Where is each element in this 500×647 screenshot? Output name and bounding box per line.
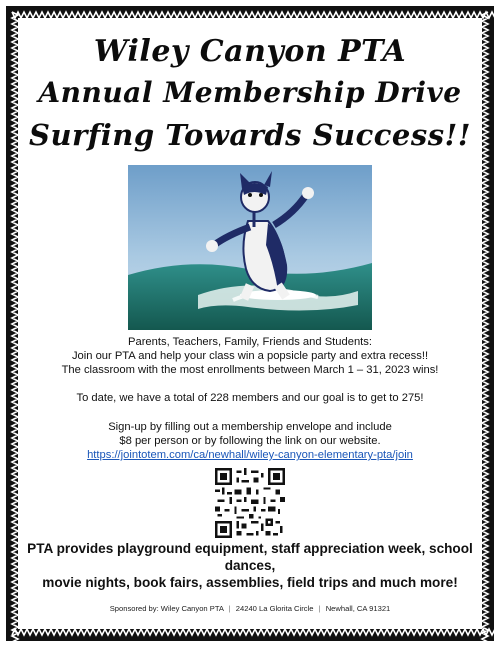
flyer-title-school-pta: Wiley Canyon PTA xyxy=(93,34,407,69)
footer-city: Newhall, CA 91321 xyxy=(325,604,391,613)
flyer-content xyxy=(22,22,478,625)
flyer-title-membership-drive: Annual Membership Drive xyxy=(38,76,462,109)
contest-line: The classroom with the most enrollments between March 1 – 31, 2023 wins! xyxy=(61,364,439,376)
pta-provides-paragraph xyxy=(22,540,478,591)
audience-line: Parents, Teachers, Family, Friends and Students: xyxy=(128,336,372,348)
intro-paragraph xyxy=(22,335,478,377)
signup-line-1: Sign-up by filling out a membership envelope and include xyxy=(108,421,392,433)
pta-provides-line-2: movie nights, book fairs, assemblies, field trips and much more! xyxy=(42,575,458,590)
flyer-title-slogan: Surfing Towards Success!! xyxy=(29,118,471,152)
join-line: Join our PTA and help your class win a popsicle party and extra recess!! xyxy=(71,350,429,362)
mascot-surfing-photo xyxy=(128,165,372,330)
pta-provides-line-1: PTA provides playground equipment, staff appreciation week, school dances, xyxy=(27,541,473,573)
membership-join-link[interactable]: https://jointotem.com/ca/newhall/wiley-canyon-elementary-pta/join xyxy=(87,449,413,461)
footer-separator: | xyxy=(318,604,321,613)
signup-line-2: $8 per person or by following the link on our website. xyxy=(119,435,381,447)
signup-paragraph xyxy=(22,420,478,462)
footer-sponsor: Sponsored by: Wiley Canyon PTA xyxy=(109,604,224,613)
footer-address: 24240 La Glorita Circle xyxy=(235,604,314,613)
footer-separator: | xyxy=(228,604,231,613)
qr-code[interactable] xyxy=(215,468,285,538)
progress-line: To date, we have a total of 228 members and our goal is to get to 275! xyxy=(76,392,424,404)
sponsor-footer xyxy=(22,604,478,613)
